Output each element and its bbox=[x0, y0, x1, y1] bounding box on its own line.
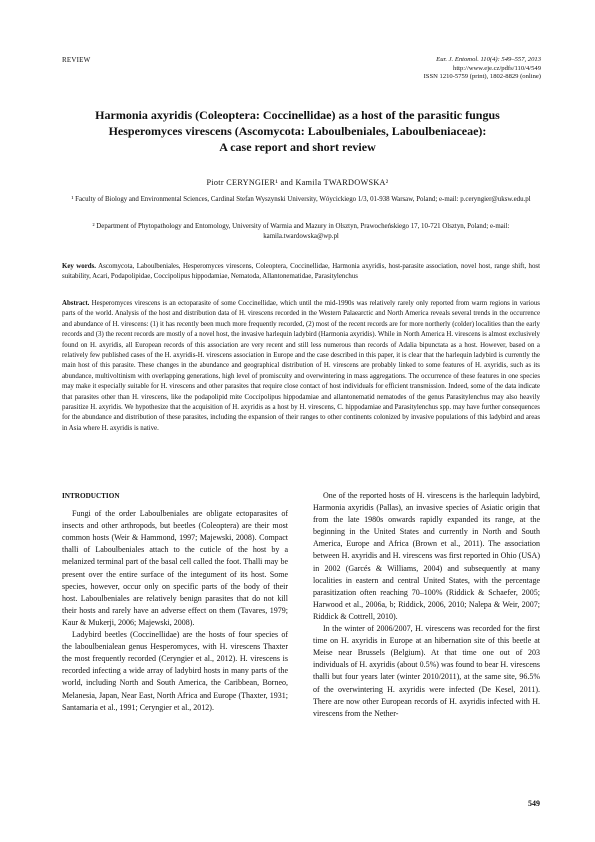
section-heading: INTRODUCTION bbox=[62, 492, 120, 500]
title-line-1: Harmonia axyridis (Coleoptera: Coccinellidae) as a host of the parasitic fungus bbox=[95, 108, 500, 122]
body-column-right bbox=[313, 490, 540, 720]
intro-paragraph-3: One of the reported hosts of H. virescens is the harlequin ladybird, Harmonia axyridis (Pallas), an invasive species of Asiatic origin that from the late 1980s onwards rapidly expanded its range, at the beginning in the United States and currently in North and South America, Europe and Africa (Brown et al., 2011). The association between H. axyridis and H. virescens was first reported in Ohio (USA) in 2002 (Garcés & Williams, 2004) and subsequently at many localities in eastern and central United States, with the percentage parasitization often reaching 70–100% (Riddick & Schaefer, 2005; Harwood et al., 2006a, b; Riddick, 2006, 2010; Nalepa & Weir, 2007; Riddick & Cottrell, 2010). bbox=[313, 491, 540, 621]
abstract-text: Hesperomyces virescens is an ectoparasite of some Coccinellidae, which until the mid-1990s was relatively rarely only reported from warm regions in various parts of the world. Analysis of the host and distribution data of H. virescens recorded in the Western Palaearctic and North America reveals several trends in the occurrence and abundance of H. virescens: (1) it has recently been much more frequently recorded, (2) most of the recent records are for more northerly (colder) localities than the early records and (3) the recent records are mostly of a novel host, the invasive harlequin ladybird (Harmonia axyridis). While in North America H. virescens is almost exclusively found on H. axyridis, all European records of this association are very recent and still less numerous than records of Adalia bipunctata as a host. However, based on a relatively few published cases of the H. axyridis-H. virescens association in Europe and the case described in this paper, it is clear that the harlequin ladybird is currently the main host of this parasite. These changes in the abundance and geographical distribution of H. virescens are probably linked to some features of H. axyridis, such as its abundance, multivoltinism with overlapping generations, high level of promiscuity and overwintering in mass aggregations. The occurrence of these features in one species may make it especially suitable for H. virescens and other parasites that require close contact of host individuals for efficient transmission. Indeed, some of the data indicate that parasites other than H. virescens, like the podapolipid mite Coccipolipus hippodamiae and allantonematid nematodes of the genus Parasitylenchus may also heavily parasitize H. axyridis. We hypothesize that the acquisition of H. axyridis as a host by H. virescens, C. hippodamiae and Parasitylenchus spp. may have further consequences for the abundance and distribution of these parasites, including the expansion of their ranges to other continents colonized by invasive populations of this ladybird and areas in Asia where H. axyridis is native. bbox=[62, 300, 540, 432]
page-number: 549 bbox=[528, 799, 540, 808]
journal-url[interactable]: http://www.eje.cz/pdfs/110/4/549 bbox=[453, 64, 541, 72]
abstract-label: Abstract. bbox=[62, 300, 90, 307]
title-line-3: A case report and short review bbox=[219, 140, 376, 154]
affiliation-2: ² Department of Phytopathology and Entomology, University of Warmia and Mazury in Olsztyn, Prawocheńskiego 17, 10-721 Olsztyn, Poland; e-mail: kamila.twardowska@wp.pl bbox=[92, 223, 510, 240]
keywords-text: Ascomycota, Laboulbeniales, Hesperomyces virescens, Coleoptera, Coccinellidae, Harmonia axyridis, host-parasite association, novel host, range shift, host suitability, Acari, Podapolipidae, Coccipolipus hippodamiae, Nematoda, Allantonematidae, Parasitylenchus bbox=[62, 263, 540, 280]
intro-paragraph-1: Fungi of the order Laboulbeniales are obligate ectoparasites of insects and other arthropods, but beetles (Coleoptera) are their most common hosts (Weir & Hammond, 1997; Majewski, 2008). Compact thalli of Laboulbeniales attach to the cuticle of the host by a melanized terminal part of the basal cell called the foot. Thalli may be present over the entire surface of the integument of its host. Some species, however, occur only on specific parts of the body of their host. Laboulbeniales are relatively benign parasites that do not kill their hosts and rarely have an adverse effect on them (Tavares, 1979; Kaur & Mukerji, 2006; Majewski, 2008). bbox=[62, 509, 288, 627]
intro-paragraph-4: In the winter of 2006/2007, H. virescens was recorded for the first time on H. axyridis in Europe at an hibernation site of this beetle at Meise near Brussels (Belgium). At that time one out of 203 individuals of H. axyridis (about 0.5%) was found to bear H. virescens thalli but four years later (winter 2010/2011), at the same site, 96.5% of the overwintering H. axyridis were infected (De Kesel, 2011). There are now other European records of H. axyridis infected with H. virescens from the Nether- bbox=[313, 624, 540, 718]
intro-paragraph-2: Ladybird beetles (Coccinellidae) are the hosts of four species of the laboulbenialean genus Hesperomyces, with H. virescens Thaxter the most frequently recorded (Ceryngier et al., 2012). H. virescens is recorded infecting a wide array of ladybird hosts in many parts of the world, including North and South America, the Caribbean, Borneo, Melanesia, Japan, Near East, North Africa and Europe (Thaxter, 1931; Santamaria et al., 1991; Ceryngier et al., 2012). bbox=[62, 630, 288, 712]
keywords-label: Key words. bbox=[62, 263, 97, 270]
authors: Piotr CERYNGIER¹ and Kamila TWARDOWSKA² bbox=[206, 178, 389, 187]
title-line-2: Hesperomyces virescens (Ascomycota: Laboulbeniales, Laboulbeniaceae): bbox=[108, 124, 487, 138]
journal-info bbox=[424, 56, 541, 82]
journal-issn: ISSN 1210-5759 (print), 1802-8829 (online) bbox=[423, 73, 541, 81]
section-label: REVIEW bbox=[62, 56, 91, 64]
abstract bbox=[62, 299, 540, 434]
affiliation-1: ¹ Faculty of Biology and Environmental Sciences, Cardinal Stefan Wyszynski University, Wóycickiego 1/3, 01-938 Warsaw, Poland; e-mail: p.ceryngier@uksw.edu.pl bbox=[71, 196, 531, 203]
body-column-left bbox=[62, 490, 288, 714]
keywords bbox=[62, 262, 540, 282]
journal-citation: Eur. J. Entomol. 110(4): 549–557, 2013 bbox=[436, 56, 541, 63]
article-title bbox=[40, 107, 555, 155]
